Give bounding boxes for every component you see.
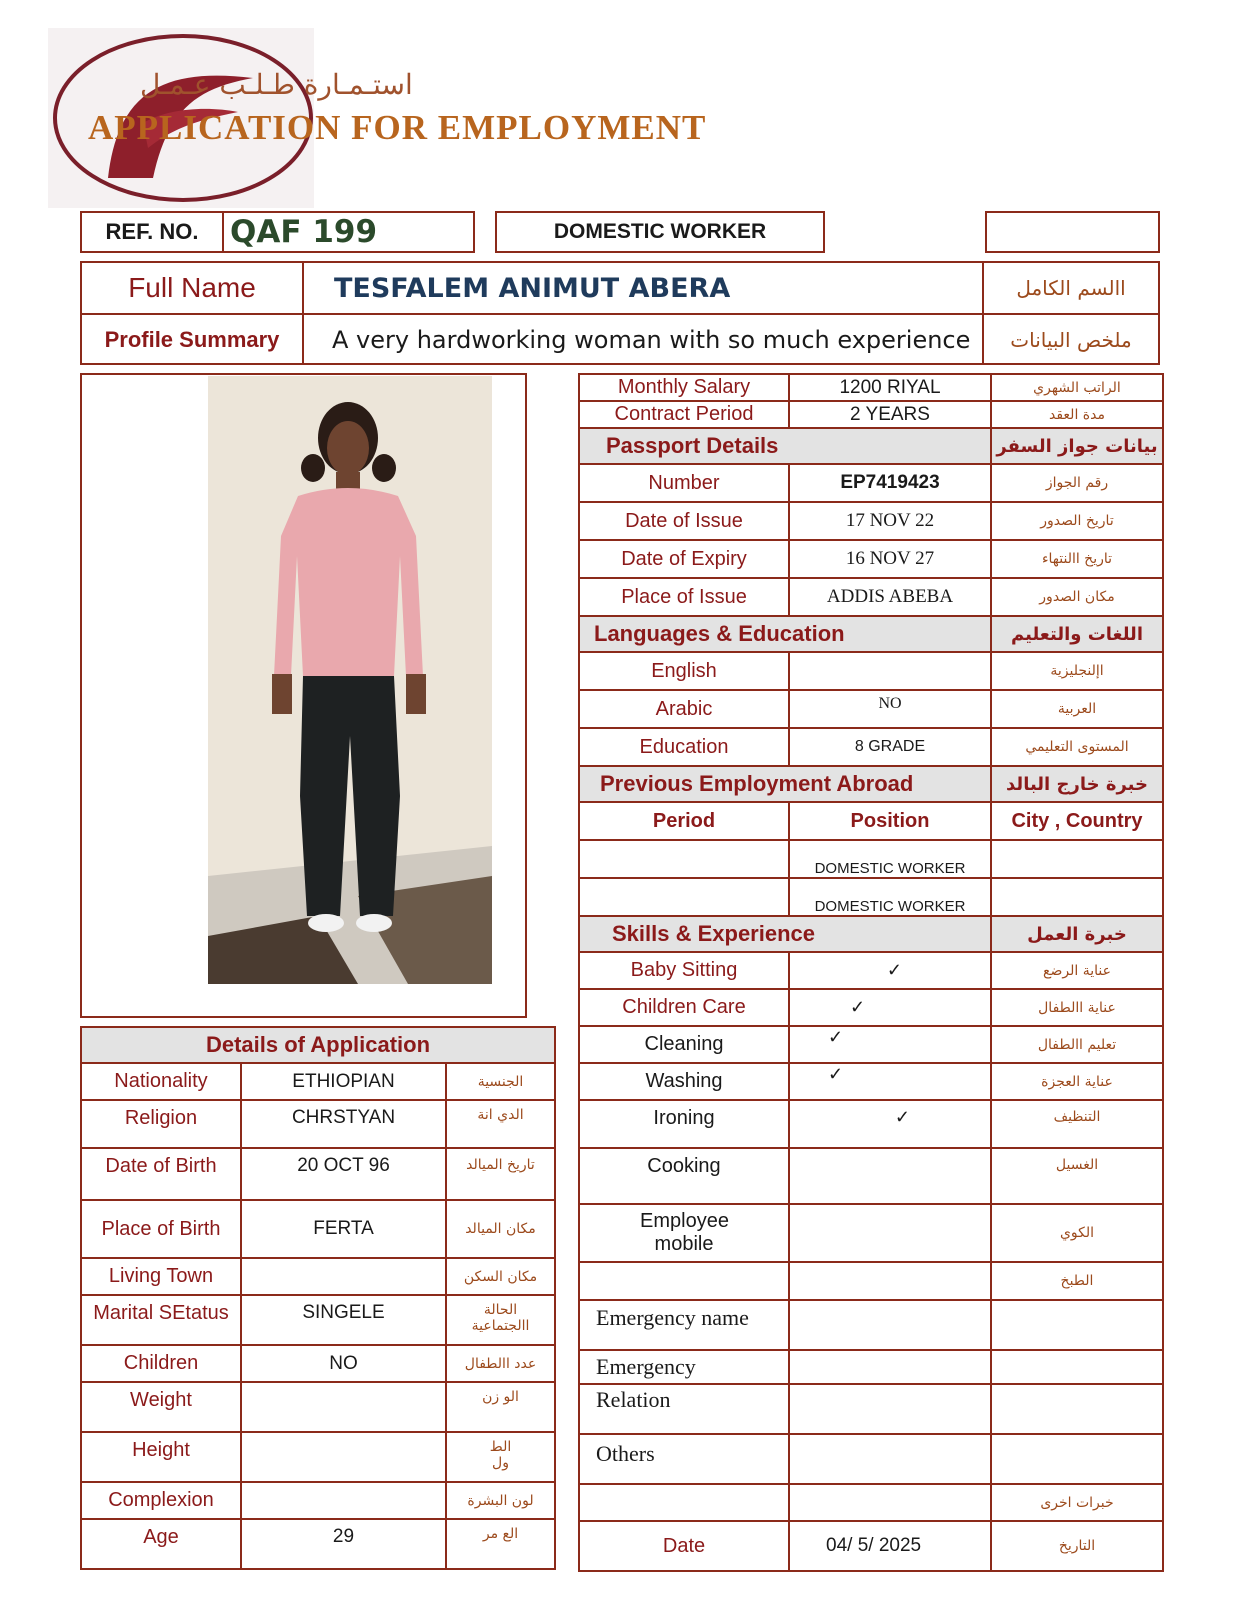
height-arabic: الط ول xyxy=(446,1432,555,1482)
skill-arabic: الكوي xyxy=(991,1204,1163,1262)
religion-arabic: الدي انة xyxy=(446,1100,555,1148)
skill-label: Employee mobile xyxy=(579,1204,789,1262)
education-value: 8 GRADE xyxy=(789,728,991,766)
identity-table xyxy=(80,261,1160,365)
relation-label: Relation xyxy=(579,1384,789,1434)
passport-section-arabic: بيانات جواز السفر xyxy=(991,428,1163,464)
religion-label: Religion xyxy=(81,1100,241,1148)
height-value xyxy=(241,1432,446,1482)
living-town-label: Living Town xyxy=(81,1258,241,1295)
skill-arabic: الغسيل xyxy=(991,1148,1163,1204)
blank-box xyxy=(985,211,1160,253)
pob-value: FERTA xyxy=(241,1200,446,1258)
skill-label xyxy=(579,1262,789,1300)
salary-label: Monthly Salary xyxy=(579,374,789,401)
pob-arabic: مكان الميالد xyxy=(446,1200,555,1258)
living-town-value xyxy=(241,1258,446,1295)
skill-arabic: تعليم االطفال xyxy=(991,1026,1163,1063)
height-label: Height xyxy=(81,1432,241,1482)
nationality-label: Nationality xyxy=(81,1063,241,1100)
application-section-title: Details of Application xyxy=(81,1027,555,1063)
weight-value xyxy=(241,1382,446,1432)
skill-row xyxy=(579,1262,1163,1300)
pob-label: Place of Birth xyxy=(81,1200,241,1258)
salary-arabic: الراتب الشهري xyxy=(991,374,1163,401)
children-value: NO xyxy=(241,1345,446,1382)
table-row xyxy=(579,840,1163,878)
nationality-arabic: الجنسية xyxy=(446,1063,555,1100)
summary-arabic: ملخص البيانات xyxy=(1010,328,1132,352)
employment-section-title: Previous Employment Abroad xyxy=(579,766,991,802)
arabic-value: NO xyxy=(789,690,991,728)
skill-row xyxy=(579,1063,1163,1100)
marital-status-value: SINGELE xyxy=(241,1295,446,1345)
education-label: Education xyxy=(579,728,789,766)
employment-period xyxy=(579,840,789,878)
issue-date-arabic: تاريخ الصدور xyxy=(991,502,1163,540)
expiry-date-arabic: تاريخ االنتهاء xyxy=(991,540,1163,578)
summary-value: A very hardworking woman with so much experience xyxy=(304,315,984,365)
contract-period-label: Contract Period xyxy=(579,401,789,428)
dob-value: 20 OCT 96 xyxy=(241,1148,446,1200)
dob-arabic: تاريخ الميالد xyxy=(446,1148,555,1200)
skill-arabic: التنظيف xyxy=(991,1100,1163,1148)
ref-value: QAF 199 xyxy=(230,214,378,250)
issue-date-label: Date of Issue xyxy=(579,502,789,540)
skill-row xyxy=(579,989,1163,1026)
emergency-contact-value xyxy=(789,1350,991,1384)
weight-label: Weight xyxy=(81,1382,241,1432)
expiry-date-value: 16 NOV 27 xyxy=(789,540,991,578)
contract-period-value: 2 YEARS xyxy=(789,401,991,428)
others-arabic: خبرات اخرى xyxy=(991,1484,1163,1521)
skill-check: ✓ xyxy=(789,1100,991,1148)
children-label: Children xyxy=(81,1345,241,1382)
full-name-arabic: االسم الكامل xyxy=(1016,276,1126,300)
dob-label: Date of Birth xyxy=(81,1148,241,1200)
skill-check-empty xyxy=(789,1262,991,1300)
salary-value: 1200 RIYAL xyxy=(789,374,991,401)
skill-label: Washing xyxy=(579,1063,789,1100)
english-label: English xyxy=(579,652,789,690)
applicant-photo xyxy=(208,376,492,984)
passport-number-value: EP7419423 xyxy=(789,464,991,502)
skill-arabic: عناية العجزة xyxy=(991,1063,1163,1100)
religion-value: CHRSTYAN xyxy=(241,1100,446,1148)
employment-location xyxy=(991,840,1163,878)
arabic-label: Arabic xyxy=(579,690,789,728)
arabic-arabic: العربية xyxy=(991,690,1163,728)
others-value xyxy=(789,1434,991,1484)
emergency-name-arabic xyxy=(991,1300,1163,1350)
children-arabic: عدد االطفال xyxy=(446,1345,555,1382)
table-row xyxy=(579,878,1163,916)
skill-row xyxy=(579,1026,1163,1063)
skill-label: Baby Sitting xyxy=(579,952,789,989)
skills-section-title: Skills & Experience xyxy=(579,916,991,952)
issue-place-arabic: مكان الصدور xyxy=(991,578,1163,616)
weight-arabic: الو زن xyxy=(446,1382,555,1432)
skill-check: ✓ xyxy=(789,989,991,1026)
living-town-arabic: مكان السكن xyxy=(446,1258,555,1295)
nationality-value: ETHIOPIAN xyxy=(241,1063,446,1100)
skill-row xyxy=(579,1204,1163,1262)
marital-status-arabic: الحالة االجتماعية xyxy=(446,1295,555,1345)
education-arabic: المستوى التعليمي xyxy=(991,728,1163,766)
complexion-value xyxy=(241,1482,446,1519)
complexion-label: Complexion xyxy=(81,1482,241,1519)
marital-status-label: Marital SEtatus xyxy=(81,1295,241,1345)
expiry-date-label: Date of Expiry xyxy=(579,540,789,578)
skill-row xyxy=(579,1148,1163,1204)
employment-position: DOMESTIC WORKER xyxy=(789,840,991,878)
relation-value xyxy=(789,1384,991,1434)
skill-label: Cleaning xyxy=(579,1026,789,1063)
emergency-name-label: Emergency name xyxy=(579,1300,789,1350)
skill-label: Ironing xyxy=(579,1100,789,1148)
location-column-header: City , Country xyxy=(991,802,1163,840)
emergency-contact-label: Emergency xyxy=(579,1350,789,1384)
reference-number-box xyxy=(80,211,475,253)
complexion-arabic: لون البشرة xyxy=(446,1482,555,1519)
age-value: 29 xyxy=(241,1519,446,1569)
others-empty-label xyxy=(579,1484,789,1521)
english-arabic: اإلنجليزية xyxy=(991,652,1163,690)
passport-number-label: Number xyxy=(579,464,789,502)
skill-label: Cooking xyxy=(579,1148,789,1204)
skill-check: ✓ xyxy=(789,952,991,989)
issue-date-value: 17 NOV 22 xyxy=(789,502,991,540)
skill-arabic: عناية الرضع xyxy=(991,952,1163,989)
skill-label: Children Care xyxy=(579,989,789,1026)
right-details-table xyxy=(578,373,1164,1572)
others-empty xyxy=(991,1434,1163,1484)
skill-arabic: الطبخ xyxy=(991,1262,1163,1300)
emergency-name-value xyxy=(789,1300,991,1350)
date-value: 04/ 5/ 2025 xyxy=(789,1521,991,1571)
contract-period-arabic: مدة العقد xyxy=(991,401,1163,428)
date-label: Date xyxy=(579,1521,789,1571)
employment-section-arabic: خبرة خارج البالد xyxy=(991,766,1163,802)
issue-place-label: Place of Issue xyxy=(579,578,789,616)
others-label: Others xyxy=(579,1434,789,1484)
period-column-header: Period xyxy=(579,802,789,840)
languages-section-title: Languages & Education xyxy=(579,616,991,652)
position-column-header: Position xyxy=(789,802,991,840)
others-empty-value xyxy=(789,1484,991,1521)
relation-arabic xyxy=(991,1384,1163,1434)
age-arabic: الع مر xyxy=(446,1519,555,1569)
full-name-label: Full Name xyxy=(82,263,304,313)
form-title-arabic: استـمـارة طـلـب عـمـل xyxy=(140,68,413,101)
form-title: APPLICATION FOR EMPLOYMENT xyxy=(88,108,707,147)
skill-check: ✓ xyxy=(789,1026,991,1063)
age-label: Age xyxy=(81,1519,241,1569)
ref-label: REF. NO. xyxy=(82,213,224,251)
languages-section-arabic: اللغات والتعليم xyxy=(991,616,1163,652)
job-title-box: DOMESTIC WORKER xyxy=(495,211,825,253)
passport-number-arabic: رقم الجواز xyxy=(991,464,1163,502)
skill-check-empty xyxy=(789,1148,991,1204)
skill-arabic: عناية االطفال xyxy=(991,989,1163,1026)
employment-period xyxy=(579,878,789,916)
summary-label: Profile Summary xyxy=(82,315,304,365)
emergency-contact-arabic xyxy=(991,1350,1163,1384)
date-arabic: التاريخ xyxy=(991,1521,1163,1571)
english-value xyxy=(789,652,991,690)
skill-check: ✓ xyxy=(789,1063,991,1100)
skill-check-empty xyxy=(789,1204,991,1262)
skills-section-arabic: خبرة العمل xyxy=(991,916,1163,952)
application-details-table xyxy=(80,1026,556,1570)
issue-place-value: ADDIS ABEBA xyxy=(789,578,991,616)
skill-row xyxy=(579,952,1163,989)
full-name-value: TESFALEM ANIMUT ABERA xyxy=(304,263,984,313)
passport-section-title: Passport Details xyxy=(579,428,991,464)
employment-location xyxy=(991,878,1163,916)
employment-position: DOMESTIC WORKER xyxy=(789,878,991,916)
skill-row xyxy=(579,1100,1163,1148)
